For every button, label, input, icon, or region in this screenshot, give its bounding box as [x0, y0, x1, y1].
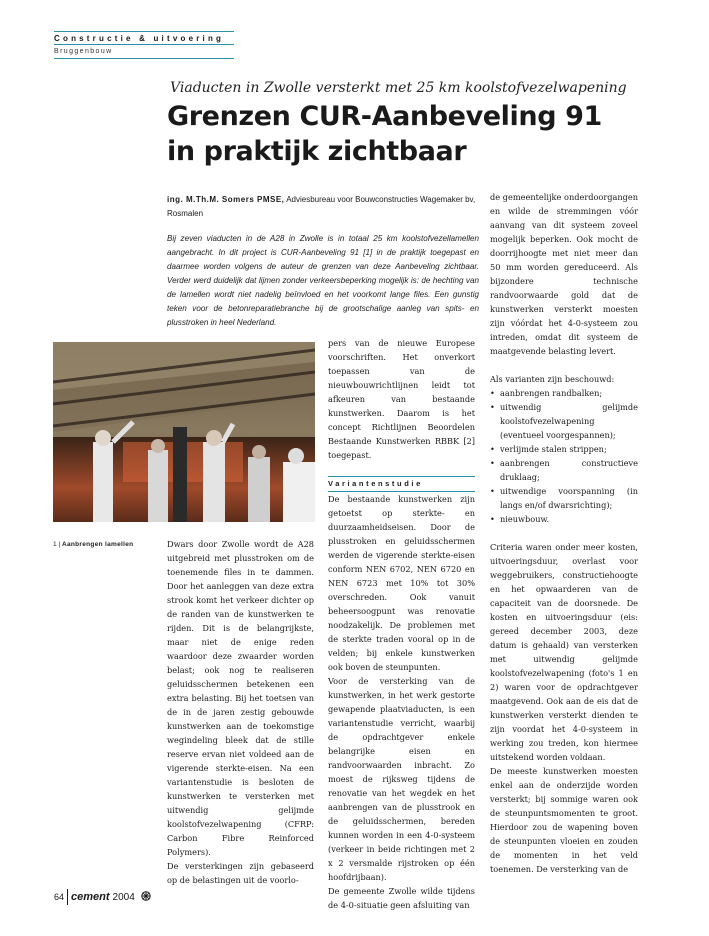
body-column-2 [328, 336, 475, 912]
section-rule-bottom [328, 491, 475, 492]
variants-list-item: • verlijmde stalen strippen; [490, 442, 638, 456]
section-heading-variantenstudie: Variantenstudie [328, 479, 423, 488]
col3-paragraph-1: de gemeentelijke onderdoorgangen en wilde de stremmingen vóór aanvang van dit systeem zoveel mogelijk beperken. Ook mocht de doorrijhoogte met niet meer dan 50 mm worden gereduceerd. Als bijzondere technische randvoorwaarde gold dat de kunstwerken versterkt moesten zijn vóórdat het 4-0-systeem zou intreden, omdat dit systeem de maatgevende belasting levert. [490, 192, 638, 356]
variants-list-item: • aanbrengen constructieve druklaag; [490, 456, 638, 484]
caption-text: Aanbrengen lamellen [61, 541, 134, 548]
col3-paragraph-4: De meeste kunstwerken moesten enkel aan de onderzijde worden versterkt; bij sommige waren ook de steunpuntsmomenten te groot. Hierdoor zou de wapening boven de steunpunten vloeien en zouden de momenten in het veld toenemen. De versterking van de [490, 766, 638, 874]
col3-spacer-1 [490, 358, 638, 372]
variants-list [490, 386, 638, 526]
variants-list-item: • aanbrengen randbalken; [490, 386, 638, 400]
body-column-1 [167, 537, 314, 887]
article-title-line-2: in praktijk zichtbaar [167, 136, 467, 167]
article-title [167, 99, 647, 169]
col3-spacer-2 [490, 526, 638, 540]
body-column-3 [490, 190, 638, 876]
col3-paragraph-2: Als varianten zijn beschouwd: [490, 374, 615, 384]
col2-paragraph-2: De bestaande kunstwerken zijn getoetst op sterkte- en duurzaamheidseisen. Door de plusstroken en geluidsschermen werden de vigerende sterkte-eisen conform NEN 6702, NEN 6720 en NEN 6723 met 10% tot 30% overschreden. Ook vanuit beheersoogpunt was renovatie noodzakelijk. De problemen met de sterkte traden vooral op in de velden; bij enkele kunstwerken ook boven de steunpunten. [328, 494, 475, 672]
photo-caption [53, 541, 133, 548]
article-title-line-1: Grenzen CUR-Aanbeveling 91 [167, 101, 602, 132]
col2-paragraph-3: Voor de versterking van de kunstwerken, in het werk gestorte gewapende plaatviaducten, is een variantenstudie verricht, waarbij de opdrachtgever enkele belangrijke eisen en randvoorwaarden inbracht. Zo moest de rijksweg tijdens de renovatie van het wegdek en het aanbrengen van de plusstrook en de geluidsschermen, bereden kunnen worden in een 4-0-systeem (verkeer in beide richtingen met 2 x 2 versmalde rijstroken op één hoofdrijbaan). [328, 676, 475, 882]
col1-paragraph-1: Dwars door Zwolle wordt de A28 uitgebreid met plusstroken om de toenemende files in te dammen. Door het aanleggen van deze extra strook komt het verkeer dichter op de randen van de kunstwerken te rijden. Dit is de belangrijkste, maar niet de enige reden waardoor deze zwaarder worden belast; ook nog te realiseren geluidsschermen betekenen een extra belasting. Bij het toetsen van de in de jaren zestig gebouwde kunstwerken aan de toekomstige wegindeling bleek dat de stille reserve ervan niet voldeed aan de vigerende sterkte-eisen. Na een variantenstudie is besloten de kunstwerken te versterken met uitwendig gelijmde koolstofvezelwapening (CFRP: Carbon Fibre Reinforced Polymers). [167, 539, 314, 857]
section-subcategory: Bruggenbouw [54, 48, 113, 55]
article-kicker: Viaducten in Zwolle versterkt met 25 km koolstofvezelwapening [170, 80, 627, 96]
col2-paragraph-4: De gemeente Zwolle wilde tijdens de 4-0-situatie geen afsluiting van [328, 886, 475, 910]
header-rule-middle [54, 44, 234, 45]
variants-list-item: • nieuwbouw. [490, 512, 638, 526]
col2-spacer [328, 462, 475, 476]
header-rule-top [54, 31, 234, 32]
article-author [167, 193, 477, 221]
col1-paragraph-2: De versterkingen zijn gebaseerd op de belastingen uit de voorlo- [167, 861, 314, 885]
construction-photo-image [53, 342, 315, 522]
construction-photo [53, 342, 315, 522]
header-rule-bottom [54, 58, 234, 59]
author-name: ing. M.Th.M. Somers PMSE, [167, 195, 285, 204]
article-lead: Bij zeven viaducten in de A28 in Zwolle is in totaal 25 km koolstofvezellamellen aangebracht. In dit project is CUR-Aanbeveling 91 [1] in de praktijk toegepast en daarmee worden volgens de auteur de grenzen van deze Aanbeveling zichtbaar. Verder werd duidelijk dat lijmen zonder verkeersbeperking mogelijk is: de hechting van de lamellen wordt niet nadelig beïnvloed en het voorkomt lange files. Een gunstig teken voor de betonreparatiebranche bij de grootschalige aanleg van spits- en plusstroken in heel Nederland. [167, 234, 479, 327]
magazine-brand: cement [71, 891, 110, 903]
col3-paragraph-3: Criteria waren onder meer kosten, uitvoeringsduur, overlast voor weggebruikers, constructiehoogte en het opwaarderen van de capaciteit van de doorsnede. De kosten en uitvoeringsduur (eis: gereed december 2003, deze datum is gehaald) van versterken met uitwendig gelijmde koolstofvezelwapening (foto's 1 en 2) waren voor de opdrachtgever maatgevend. Ook aan de eis dat de kunstwerken versterkt dienden te zijn voordat het 4-0-systeem in werking zou treden, kon hiermee uitstekend worden voldaan. [490, 542, 638, 762]
variants-list-item: • uitwendige voorspanning (in langs en/of dwarsrichting); [490, 484, 638, 512]
variants-list-item: • uitwendig gelijmde koolstofvezelwapening (eventueel voorgespannen); [490, 400, 638, 442]
page-footer [54, 889, 151, 905]
caption-separator: | [58, 541, 61, 548]
magazine-year: 2004 [112, 891, 135, 903]
page-number: 64 [54, 892, 65, 902]
section-rule-top [328, 476, 475, 477]
section-category: Constructie & uitvoering [54, 34, 225, 43]
cement-logo-icon [141, 891, 151, 904]
caption-number: 1 [53, 541, 57, 548]
author-affiliation: Adviesbureau voor Bouwconstructies Wagemaker bv, Rosmalen [167, 195, 476, 218]
footer-divider [67, 889, 68, 905]
col2-paragraph-1: pers van de nieuwe Europese voorschriften. Het onverkort toepassen van de nieuwbouwrichtlijnen leidt tot afkeuren van bestaande kunstwerken. Daarom is het concept Richtlijnen Beoordelen Bestaande Kunstwerken RBBK [2] toegepast. [328, 338, 475, 460]
